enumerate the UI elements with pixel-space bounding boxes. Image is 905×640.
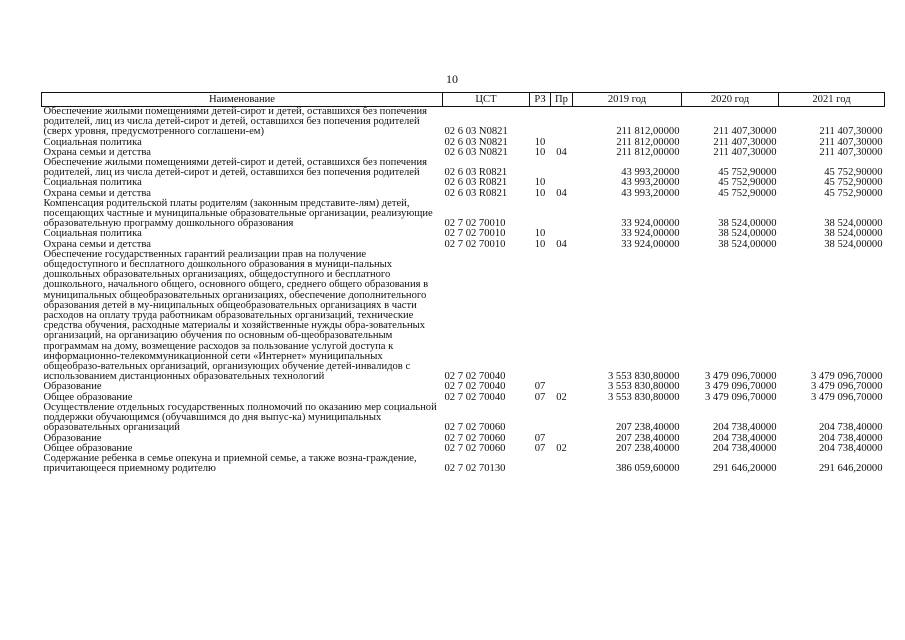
row-value-2019: 207 238,40000 [615, 432, 680, 444]
row-name: Общее образование [43, 442, 133, 454]
column-header-2020: 2020 год [682, 93, 779, 107]
row-value-2019: 386 059,60000 [615, 463, 680, 475]
row-cst: 02 7 02 70060 [444, 442, 506, 454]
row-pr: 02 [556, 391, 567, 403]
row-cst: 02 7 02 70040 [444, 391, 506, 403]
row-rz [530, 403, 551, 434]
row-value-2020: 211 407,30000 [713, 136, 777, 148]
row-cst: 02 7 02 70040 [444, 371, 506, 383]
row-pr: 02 [556, 442, 567, 454]
row-cst: 02 6 03 N0821 [444, 146, 508, 158]
column-header-rz: РЗ [530, 93, 551, 107]
row-value-2020: 211 407,30000 [713, 126, 777, 138]
row-value-2021: 204 738,40000 [818, 422, 883, 434]
row-value-2019: 3 553 830,80000 [607, 381, 680, 393]
row-value-2019: 43 993,20000 [621, 177, 680, 189]
row-pr [551, 158, 573, 178]
row-value-2020: 211 407,30000 [713, 146, 777, 158]
row-value-2019: 3 553 830,80000 [607, 391, 680, 403]
row-value-2020: 291 646,20000 [712, 463, 777, 475]
row-cst: 02 7 02 70010 [444, 228, 506, 240]
row-cst: 02 6 03 N0821 [444, 136, 508, 148]
row-value-2019: 33 924,00000 [621, 228, 680, 240]
row-pr [551, 250, 573, 383]
row-name: Компенсация родительской платы родителям (законным представите-лям) детей, посещающих частные и муниципальные образовательные организации, реализующие образовательную программу дошкольного образования [43, 197, 433, 230]
row-name: Охрана семьи и детства [43, 187, 151, 199]
row-rz: 07 [534, 442, 546, 454]
row-cst: 02 6 03 R0821 [444, 187, 508, 199]
row-cst: 02 6 03 R0821 [444, 167, 508, 179]
row-pr: 04 [556, 187, 567, 199]
row-value-2020: 45 752,90000 [718, 177, 777, 189]
row-pr [551, 454, 573, 474]
row-cst: 02 7 02 70060 [444, 422, 506, 434]
page-number: 10 [446, 72, 458, 86]
row-rz: 07 [534, 432, 546, 444]
row-value-2021: 211 407,30000 [819, 146, 883, 158]
row-value-2019: 207 238,40000 [615, 422, 680, 434]
row-rz: 10 [534, 187, 546, 199]
row-rz: 10 [534, 136, 546, 148]
row-name: Содержание ребенка в семье опекуна и приемной семье, а также возна-граждение, причитающееся приемному родителю [43, 452, 417, 475]
row-cst: 02 7 02 70010 [444, 218, 506, 230]
row-cst: 02 6 03 R0821 [444, 177, 508, 189]
table-row [42, 107, 885, 138]
row-value-2019: 207 238,40000 [615, 442, 680, 454]
row-value-2020: 38 524,00000 [718, 238, 777, 250]
row-name: Социальная политика [43, 136, 142, 148]
row-value-2019: 211 812,00000 [616, 136, 680, 148]
row-cst: 02 7 02 70060 [444, 432, 506, 444]
row-name: Охрана семьи и детства [43, 146, 151, 158]
row-rz [530, 199, 551, 230]
row-value-2019: 33 924,00000 [621, 238, 680, 250]
row-value-2021: 204 738,40000 [818, 442, 883, 454]
table-row [42, 158, 885, 178]
row-cst: 02 6 03 N0821 [444, 126, 508, 138]
row-value-2019: 211 812,00000 [616, 146, 680, 158]
row-value-2019: 3 553 830,80000 [607, 371, 680, 383]
row-name: Охрана семьи и детства [43, 238, 151, 250]
row-pr: 04 [556, 146, 567, 158]
row-rz: 07 [534, 391, 546, 403]
table-body [42, 107, 885, 475]
row-name: Обеспечение жилыми помещениями детей-сирот и детей, оставшихся без попечения родителей, лиц из числа детей-сирот и детей, оставшихся без попечения родителей (сверх уровня, предусмотренного соглашени-ем) [43, 106, 428, 138]
row-rz: 10 [534, 177, 546, 189]
row-name: Обеспечение жилыми помещениями детей-сирот и детей, оставшихся без попечения родителей, лиц из числа детей-сирот и детей, оставшихся без попечения родителей [43, 157, 428, 179]
row-value-2019: 211 812,00000 [616, 126, 680, 138]
row-value-2019: 43 993,20000 [621, 187, 680, 199]
row-value-2021: 3 479 096,70000 [810, 391, 883, 403]
row-value-2019: 33 924,00000 [621, 218, 680, 230]
row-value-2021: 211 407,30000 [819, 126, 883, 138]
row-cst: 02 7 02 70010 [444, 238, 506, 250]
table-row [42, 250, 885, 383]
budget-table [41, 92, 885, 474]
row-name: Социальная политика [43, 228, 142, 240]
row-value-2020: 45 752,90000 [718, 167, 777, 179]
row-value-2020: 3 479 096,70000 [704, 381, 777, 393]
row-rz [530, 250, 551, 383]
row-value-2021: 38 524,00000 [824, 238, 883, 250]
table-row [42, 199, 885, 230]
row-name: Осуществление отдельных государственных полномочий по оказанию мер социальной поддержки обучающимся (обучавшимся до дня выпус-ка) муниципальных образовательных организаций [43, 401, 437, 434]
column-header-pr: Пр [551, 93, 573, 107]
row-name: Образование [43, 381, 102, 393]
row-cst: 02 7 02 70130 [444, 463, 506, 475]
row-name: Обеспечение государственных гарантий реализации прав на получение общедоступного и бесплатного дошкольного образования в муници-пальных дошкольных образовательных организациях, общедоступного и бесплатного дошкольного, начального общего, основного общего, среднего общего образования в муниципальных общеобразовательных организациях, обеспечение дополнительного образования детей в му-ниципальных общеобразовательных организациях в части расходов на оплату труда работникам образовательных организаций, технические средства обучения, расходные материалы и хозяйственные нужды обра-зовательных организаций, на организацию обучения по основным об-щеобразовательным программам на дому, возмещение расходов за пользование услугой доступа к информационно-телекоммуникационной сети «Интернет» муниципальных общеобразо-вательных организаций, организующих обучение детей-инвалидов с использованием дистанционных образовательных технологий [43, 248, 429, 383]
row-name: Общее образование [43, 391, 133, 403]
row-rz: 10 [534, 238, 546, 250]
row-rz: 10 [534, 146, 546, 158]
row-value-2020: 3 479 096,70000 [704, 391, 777, 403]
row-value-2021: 211 407,30000 [819, 136, 883, 148]
row-rz: 10 [534, 228, 546, 240]
row-value-2021: 38 524,00000 [824, 228, 883, 240]
row-value-2021: 3 479 096,70000 [810, 371, 883, 383]
table-row [42, 454, 885, 474]
row-name: Образование [43, 432, 102, 444]
row-value-2019: 43 993,20000 [621, 167, 680, 179]
row-value-2020: 45 752,90000 [718, 187, 777, 199]
row-value-2021: 291 646,20000 [818, 463, 883, 475]
row-pr [551, 107, 573, 138]
row-value-2021: 38 524,00000 [824, 218, 883, 230]
row-value-2020: 38 524,00000 [718, 218, 777, 230]
row-value-2020: 38 524,00000 [718, 228, 777, 240]
column-header-name: Наименование [42, 93, 443, 107]
row-cst: 02 7 02 70040 [444, 381, 506, 393]
row-pr [551, 403, 573, 434]
row-value-2021: 45 752,90000 [824, 167, 883, 179]
row-value-2020: 204 738,40000 [712, 422, 777, 434]
column-header-2019: 2019 год [573, 93, 682, 107]
column-header-cst: ЦСТ [443, 93, 530, 107]
row-rz [530, 158, 551, 178]
table-row [42, 403, 885, 434]
row-value-2020: 204 738,40000 [712, 442, 777, 454]
row-value-2021: 45 752,90000 [824, 177, 883, 189]
row-value-2021: 3 479 096,70000 [810, 381, 883, 393]
row-rz [530, 454, 551, 474]
row-value-2021: 45 752,90000 [824, 187, 883, 199]
row-rz: 07 [534, 381, 546, 393]
table-header [42, 93, 885, 107]
row-pr [551, 199, 573, 230]
row-value-2020: 3 479 096,70000 [704, 371, 777, 383]
column-header-2021: 2021 год [779, 93, 885, 107]
row-value-2020: 204 738,40000 [712, 432, 777, 444]
row-name: Социальная политика [43, 177, 142, 189]
row-value-2021: 204 738,40000 [818, 432, 883, 444]
row-rz [530, 107, 551, 138]
row-pr: 04 [556, 238, 567, 250]
